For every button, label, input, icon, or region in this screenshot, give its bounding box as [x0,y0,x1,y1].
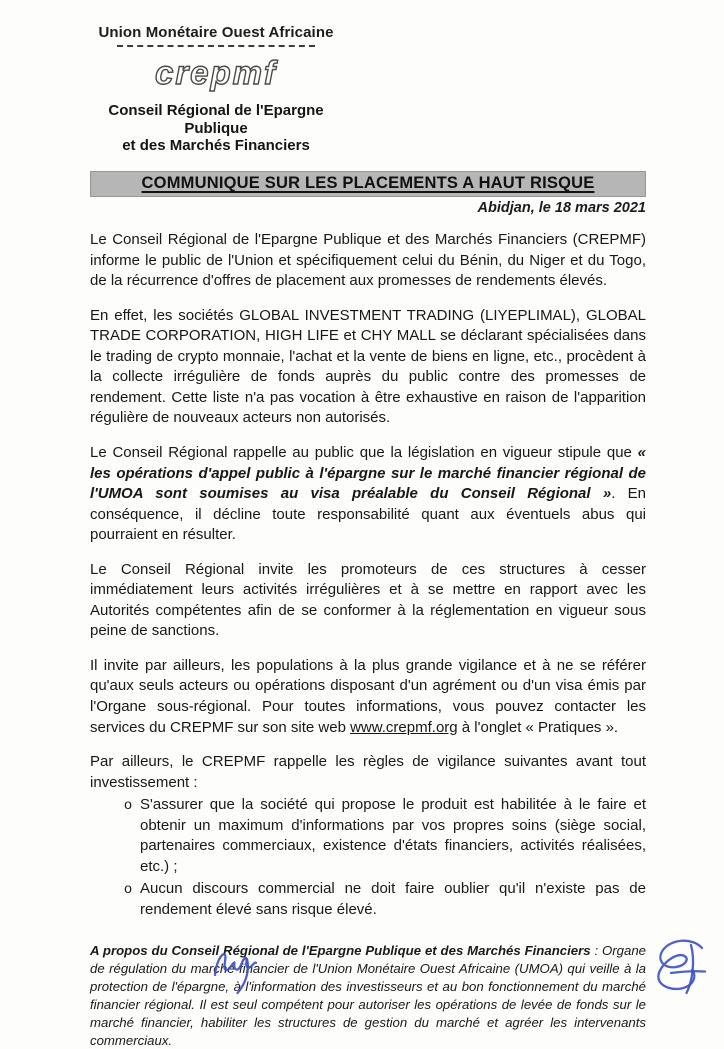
dashed-divider [117,45,315,47]
paragraph-vigilance [90,656,646,738]
list-item [90,879,646,920]
paragraph-rules-intro: Par ailleurs, le CREPMF rappelle les règles de vigilance suivantes avant tout investissement : [90,753,646,791]
svg-text:crepmf: crepmf [154,54,278,91]
council-name-line2: et des Marchés Financiers [122,137,310,155]
signature-initials-left [202,942,274,1006]
paragraph-legislation-pre: Le Conseil Régional rappelle au public que la législation en vigueur stipule que [90,443,638,461]
crepmf-logo [90,49,342,102]
letterhead [90,24,342,155]
paragraph-injunction: Le Conseil Régional invite les promoteurs de ces structures à cesser immédiatement leurs activités irrégulières et à se mettre en rapport avec les Autorités compétentes afin de se conformer à la réglementation en vigueur sous peine de sanctions. [90,560,646,640]
crepmf-logo-graphic [126,49,306,97]
paragraph-vigilance-pre: Il invite par ailleurs, les populations à la plus grande vigilance et à ne se référer qu'aux seuls acteurs ou opérations disposant d'un agrément ou d'un visa émis par l'Organe sous-régional. Pour toutes informations, vous pouvez contacter les services du CREPMF sur son site web [90,656,646,736]
union-label: Union Monétaire Ouest Africaine [98,24,334,41]
paragraph-legislation [90,443,646,546]
website-link[interactable]: www.crepmf.org [350,718,458,736]
vigilance-rules-list [90,795,646,920]
list-item-text: S'assurer que la société qui propose le produit est habilitée à le faire et obtenir un maximum d'informations par vos propres soins (siège social, partenaires commerciaux, existence d'états financiers, activités réalisées, etc.) ; [140,796,646,875]
about-lead: A propos du Conseil Régional de l'Epargne Publique et des Marchés Financiers [90,943,591,959]
legal-quote: « les opérations d'appel public à l'épargne sur le marché financier régional de l'UMOA sont soumises au visa préalable du Conseil Régional » [90,443,646,503]
list-item-text: Aucun discours commercial ne doit faire oublier qu'il n'existe pas de rendement élevé sans risque élevé. [140,880,646,918]
signature-paraph-right [630,930,718,1018]
council-name-line1: Conseil Régional de l'Epargne Publique [108,102,324,137]
paragraph-vigilance-post: à l'onglet « Pratiques ». [457,718,619,736]
bullet-marker: o [124,880,132,897]
about-body: : Organe de régulation du marché financier de l'Union Monétaire Ouest Africaine (UMOA) qui veille à la protection de l'épargne, à l'information des investisseurs et au bon fonctionnement du marché financier régional. Il est seul compétent pour autoriser les opérations de levée de fonds sur le marché financier, habiliter les structures de gestion du marché et agréer les intervenants commerciaux. [90,943,646,1048]
dateline: Abidjan, le 18 mars 2021 [477,200,646,217]
about-section [90,942,646,1049]
paragraph-legislation-post: . En conséquence, il décline toute responsabilité quant aux éventuels abus qui pourraient en résulter. [90,485,647,544]
paragraph-intro: Le Conseil Régional de l'Epargne Publique et des Marchés Financiers (CREPMF) informe le public de l'Union et spécifiquement celui du Bénin, du Niger et du Togo, de la récurrence d'offres de placement aux promesses de rendements élevés. [90,231,646,290]
paragraph-companies: En effet, les sociétés GLOBAL INVESTMENT TRADING (LIYEPLIMAL), GLOBAL TRADE CORPORATION, HIGH LIFE et CHY MALL se déclarant spécialisées dans le trading de crypto monnaie, l'achat et la vente de biens en ligne, etc., procèdent à la collecte irrégulière de fonds auprès du public contre des promesses de rendement. Cette liste n'a pas vocation à être exhaustive en raison de l'apparition régulière de nouveaux acteurs non autorisés. [90,306,646,427]
list-item [90,795,646,877]
title-bar [90,171,646,197]
communique-title: COMMUNIQUE SUR LES PLACEMENTS A HAUT RISQUE [141,174,595,193]
bullet-marker: o [124,796,132,813]
